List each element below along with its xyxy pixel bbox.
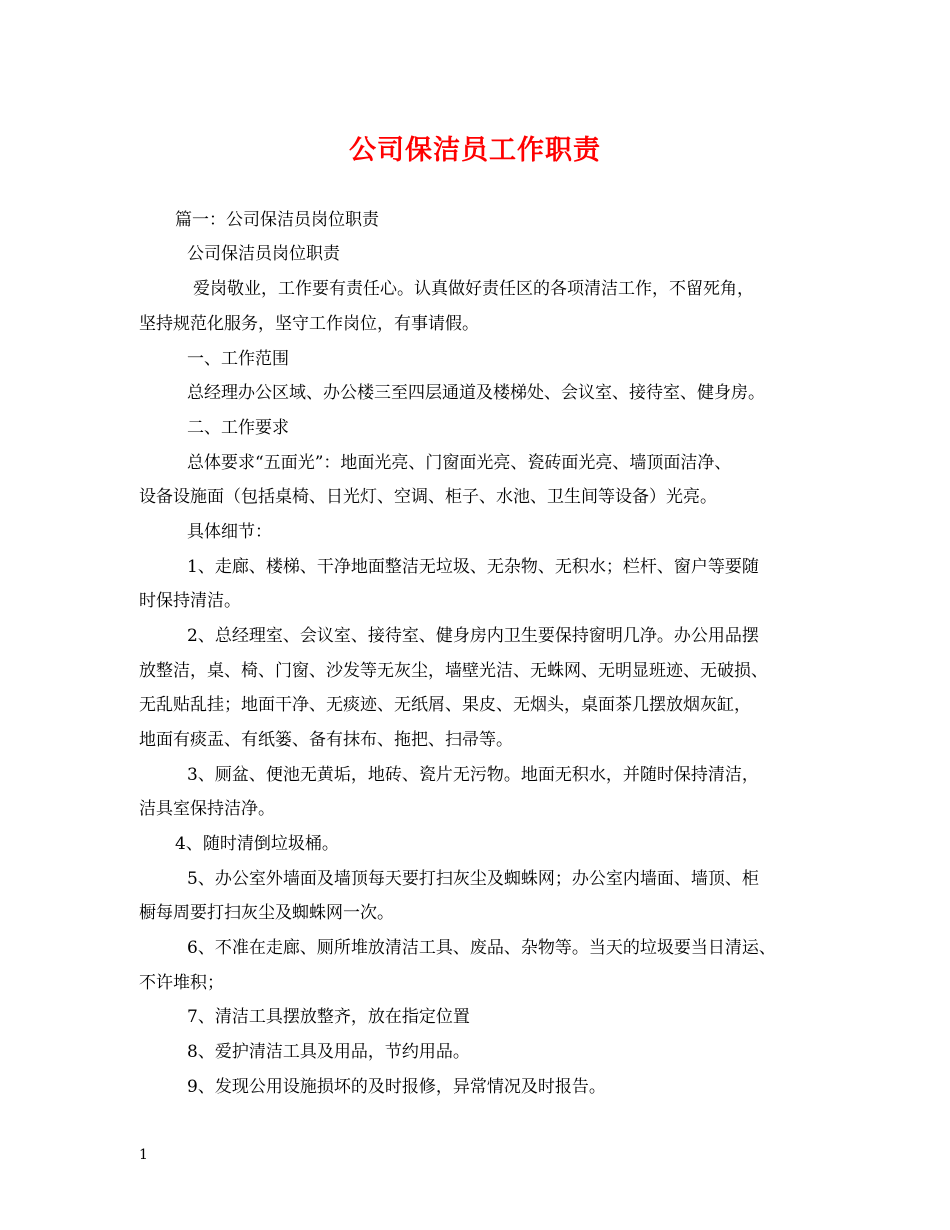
page-number: 1 — [139, 1147, 148, 1163]
line-item7: 7、清洁工具摆放整齐，放在指定位置 — [187, 1007, 470, 1027]
line-item2-b: 放整洁，桌、椅、门窗、沙发等无灰尘，墙壁光洁、无蛛网、无明显班迹、无破损、 — [139, 661, 768, 681]
line-item2-c: 无乱贴乱挂；地面干净、无痰迹、无纸屑、果皮、无烟头，桌面茶几摆放烟灰缸， — [139, 695, 751, 715]
line-item3-b: 洁具室保持洁净。 — [139, 799, 275, 819]
line-general-1: 总体要求“五面光”：地面光亮、门窗面光亮、瓷砖面光亮、墙顶面洁净、 — [187, 453, 732, 473]
line-intro-2: 坚持规范化服务，坚守工作岗位，有事请假。 — [139, 314, 479, 334]
line-item5-a: 5、办公室外墙面及墙顶每天要打扫灰尘及蜘蛛网；办公室内墙面、墙顶、柜 — [187, 869, 759, 889]
line-item9: 9、发现公用设施损坏的及时报修，异常情况及时报告。 — [187, 1077, 606, 1097]
line-intro-1: 爱岗敬业，工作要有责任心。认真做好责任区的各项清洁工作，不留死角， — [193, 279, 754, 299]
line-heading-scope: 一、工作范围 — [187, 349, 289, 369]
line-item4: 4、随时清倒垃圾桶。 — [175, 834, 339, 854]
line-item3-a: 3、厕盆、便池无黄垢，地砖、瓷片无污物。地面无积水，并随时保持清洁， — [187, 765, 759, 785]
line-item2-a: 2、总经理室、会议室、接待室、健身房内卫生要保持窗明几净。办公用品摆 — [187, 626, 759, 646]
line-subtitle: 公司保洁员岗位职责 — [187, 244, 340, 264]
line-item1-b: 时保持清洁。 — [139, 591, 241, 611]
line-item2-d: 地面有痰盂、有纸篓、备有抹布、拖把、扫帚等。 — [139, 730, 513, 750]
line-item5-b: 橱每周要打扫灰尘及蜘蛛网一次。 — [139, 903, 394, 923]
line-item6-b: 不许堆积； — [139, 973, 224, 993]
line-details-heading: 具体细节： — [187, 522, 272, 542]
document-title: 公司保洁员工作职责 — [349, 135, 601, 166]
line-general-2: 设备设施面（包括桌椅、日光灯、空调、柜子、水池、卫生间等设备）光亮。 — [139, 487, 717, 507]
line-item1-a: 1、走廊、楼梯、干净地面整洁无垃圾、无杂物、无积水；栏杆、窗户等要随 — [187, 557, 759, 577]
line-item8: 8、爱护清洁工具及用品，节约用品。 — [187, 1042, 470, 1062]
line-section-heading: 篇一：公司保洁员岗位职责 — [175, 210, 379, 230]
line-item6-a: 6、不准在走廊、厕所堆放清洁工具、废品、杂物等。当天的垃圾要当日清运、 — [187, 938, 776, 958]
line-scope: 总经理办公区域、办公楼三至四层通道及楼梯处、会议室、接待室、健身房。 — [187, 383, 765, 403]
line-heading-requirements: 二、工作要求 — [187, 418, 289, 438]
